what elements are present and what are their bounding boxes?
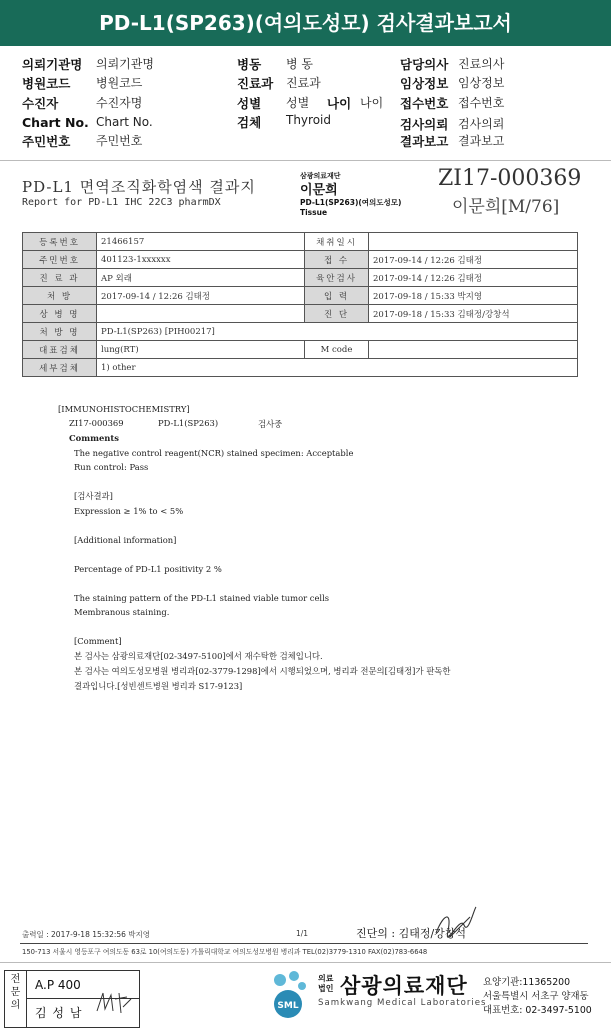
org-name: 삼광의료재단 (340, 974, 468, 998)
tissue-label: Tissue (300, 208, 328, 217)
pattern-line-2: Membranous staining. (74, 607, 170, 617)
value-patient: 수진자명 (96, 96, 143, 110)
table-row (23, 359, 578, 377)
footer-divider (20, 943, 588, 944)
label-test-request: 검사의뢰 (400, 117, 449, 132)
value-chart-no: Chart No. (96, 115, 153, 129)
table-row (23, 233, 578, 251)
cell-value: 2017-09-14 / 12:26 김태정 (369, 269, 578, 287)
label-age: 나이 (327, 96, 352, 111)
value-test-request: 검사의뢰 (458, 117, 505, 131)
value-doctor: 진료의사 (458, 57, 505, 71)
logo-text: SML (277, 1001, 299, 1011)
value-age: 나이 (360, 96, 384, 110)
label-hospital-code: 병원코드 (22, 76, 71, 91)
prescription-table (22, 322, 578, 377)
org-small-label: 삼광의료재단 (300, 172, 341, 180)
signature-icon (93, 989, 135, 1017)
label-institution: 의뢰기관명 (22, 57, 83, 72)
report-title-kr: PD-L1 면역조직화학염색 결과지 (22, 178, 256, 196)
cell-label: 상 병 명 (23, 305, 97, 323)
cell-label: 등록번호 (23, 233, 97, 251)
value-ward: 병 동 (286, 57, 313, 71)
table-row (23, 305, 578, 323)
bottom-divider (0, 962, 611, 963)
label-resident-no: 주민번호 (22, 134, 71, 149)
positivity-value: Percentage of PD-L1 positivity 2 % (74, 564, 222, 574)
note-line-2: 본 검사는 여의도성모병원 병리과[02-3779-1298]에서 시행되었으며, 병리과 전문의[김태정]가 판독한 (74, 666, 451, 676)
value-department: 진료과 (286, 76, 321, 90)
value-institution: 의뢰기관명 (96, 57, 154, 71)
result-status: 검사중 (258, 419, 283, 429)
value-result-report: 결과보고 (458, 134, 505, 148)
cell-label: 입 력 (305, 287, 369, 305)
header-divider (0, 160, 611, 161)
cell-value: 2017-09-14 / 12:26 김태정 (97, 287, 305, 305)
cell-label: 세부검체 (23, 359, 97, 377)
signature-icon (430, 903, 480, 943)
cell-value (369, 233, 578, 251)
report-title-en: Report for PD-L1 IHC 22C3 pharmDX (22, 197, 221, 208)
specialist-box (4, 970, 140, 1028)
table-row (23, 269, 578, 287)
print-info: 출력일 : 2017-9-18 15:32:56 박지영 (22, 930, 151, 939)
label-result-report: 결과보고 (400, 134, 449, 149)
table-row (23, 323, 578, 341)
cell-value: 2017-09-18 / 15:33 박지영 (369, 287, 578, 305)
result-case-number: ZI17-000369 (69, 418, 124, 428)
cell-value: AP 외래 (97, 269, 305, 287)
result-test-name: PD-L1(SP263) (158, 418, 219, 428)
cell-label: 대표검체 (23, 341, 97, 359)
care-number: 요양기관:11365200 (483, 977, 571, 988)
license-number: A.P 400 (35, 978, 81, 992)
cell-value: PD-L1(SP263) [PIH00217] (97, 323, 578, 341)
cell-value: lung(RT) (97, 341, 305, 359)
cell-label: 진 단 (305, 305, 369, 323)
sml-logo-icon (266, 968, 310, 1020)
label-doctor: 담당의사 (400, 57, 449, 72)
org-name-en: Samkwang Medical Laboratories (318, 998, 487, 1008)
label-ward: 병동 (237, 57, 262, 72)
specialist-name: 김 성 남 (35, 1006, 83, 1020)
label-chart-no: Chart No. (22, 115, 89, 130)
cell-value (369, 341, 578, 359)
cell-label: 접 수 (305, 251, 369, 269)
value-hospital-code: 병원코드 (96, 76, 143, 90)
cell-label: 진 료 과 (23, 269, 97, 287)
case-number: ZI17-000369 (438, 166, 582, 191)
value-specimen: Thyroid (286, 113, 331, 127)
org-phone: 대표번호: 02-3497-5100 (483, 1005, 592, 1016)
diagnosis-doctors: 진단의 : 김태정/강창석 (356, 927, 467, 940)
label-specimen: 검체 (237, 115, 262, 130)
cell-label: M code (305, 341, 369, 359)
cell-label: 육안검사 (305, 269, 369, 287)
pattern-line-1: The staining pattern of the PD-L1 stained viable tumor cells (74, 593, 330, 603)
section-heading: [IMMUNOHISTOCHEMISTRY] (58, 404, 190, 414)
comment-heading: [Comment] (74, 636, 122, 646)
label-receipt-no: 접수번호 (400, 96, 449, 111)
result-heading: [검사결과] (74, 491, 113, 501)
label-clinical-info: 임상정보 (400, 76, 449, 91)
org-address: 서울특별시 서초구 양재동 (483, 991, 589, 1002)
comment-line-1: The negative control reagent(NCR) stained specimen: Acceptable (74, 448, 354, 458)
specialist-vertical-label: 전문의 (5, 971, 27, 1027)
table-row (23, 341, 578, 359)
cell-value: 2017-09-18 / 15:33 김태정/강창석 (369, 305, 578, 323)
comments-heading: Comments (69, 433, 119, 443)
cell-label: 처 방 명 (23, 323, 97, 341)
value-receipt-no: 접수번호 (458, 96, 505, 110)
legal-entity (318, 974, 333, 994)
legal-entity-top: 의료 (318, 974, 334, 983)
legal-entity-bottom: 법인 (318, 984, 334, 993)
info-table (22, 232, 578, 323)
page-number: 1/1 (296, 929, 309, 938)
additional-heading: [Additional information] (74, 535, 177, 545)
cell-label: 주민번호 (23, 251, 97, 269)
table-row (23, 287, 578, 305)
cell-label: 채취일시 (305, 233, 369, 251)
comment-line-2: Run control: Pass (74, 462, 149, 472)
value-resident-no: 주민번호 (96, 134, 143, 148)
sub-tag: PD-L1(SP263)(여의도성모) (300, 198, 402, 207)
cell-value: 401123-1xxxxxx (97, 251, 305, 269)
cell-value (97, 305, 305, 323)
label-department: 진료과 (237, 76, 274, 91)
value-sex: 성별 (286, 96, 310, 110)
expression-value: Expression ≥ 1% to < 5% (74, 506, 184, 516)
note-line-3: 결과입니다.[성빈센트병원 병리과 S17-9123] (74, 681, 243, 691)
label-sex: 성별 (237, 96, 262, 111)
cell-value: 2017-09-14 / 12:26 김태정 (369, 251, 578, 269)
note-line-1: 본 검사는 삼광의료재단[02-3497-5100]에서 재수탁한 검체입니다. (74, 651, 323, 661)
case-patient: 이문희[M/76] (452, 197, 560, 217)
report-banner: PD-L1(SP263)(여의도성모) 검사결과보고서 (0, 0, 611, 46)
value-clinical-info: 임상정보 (458, 76, 505, 90)
cell-label: 처 방 (23, 287, 97, 305)
table-row (23, 251, 578, 269)
cell-value: 1) other (97, 359, 578, 377)
patient-name-bold: 이문희 (300, 183, 338, 198)
label-patient: 수진자 (22, 96, 59, 111)
cell-value: 21466157 (97, 233, 305, 251)
footer-address: 150-713 서울시 영등포구 여의도동 63로 10(여의도동) 가톨릭대학교 여의도성모병원 병리과 TEL(02)3779-1310 FAX(02)783-6648 (22, 948, 428, 956)
